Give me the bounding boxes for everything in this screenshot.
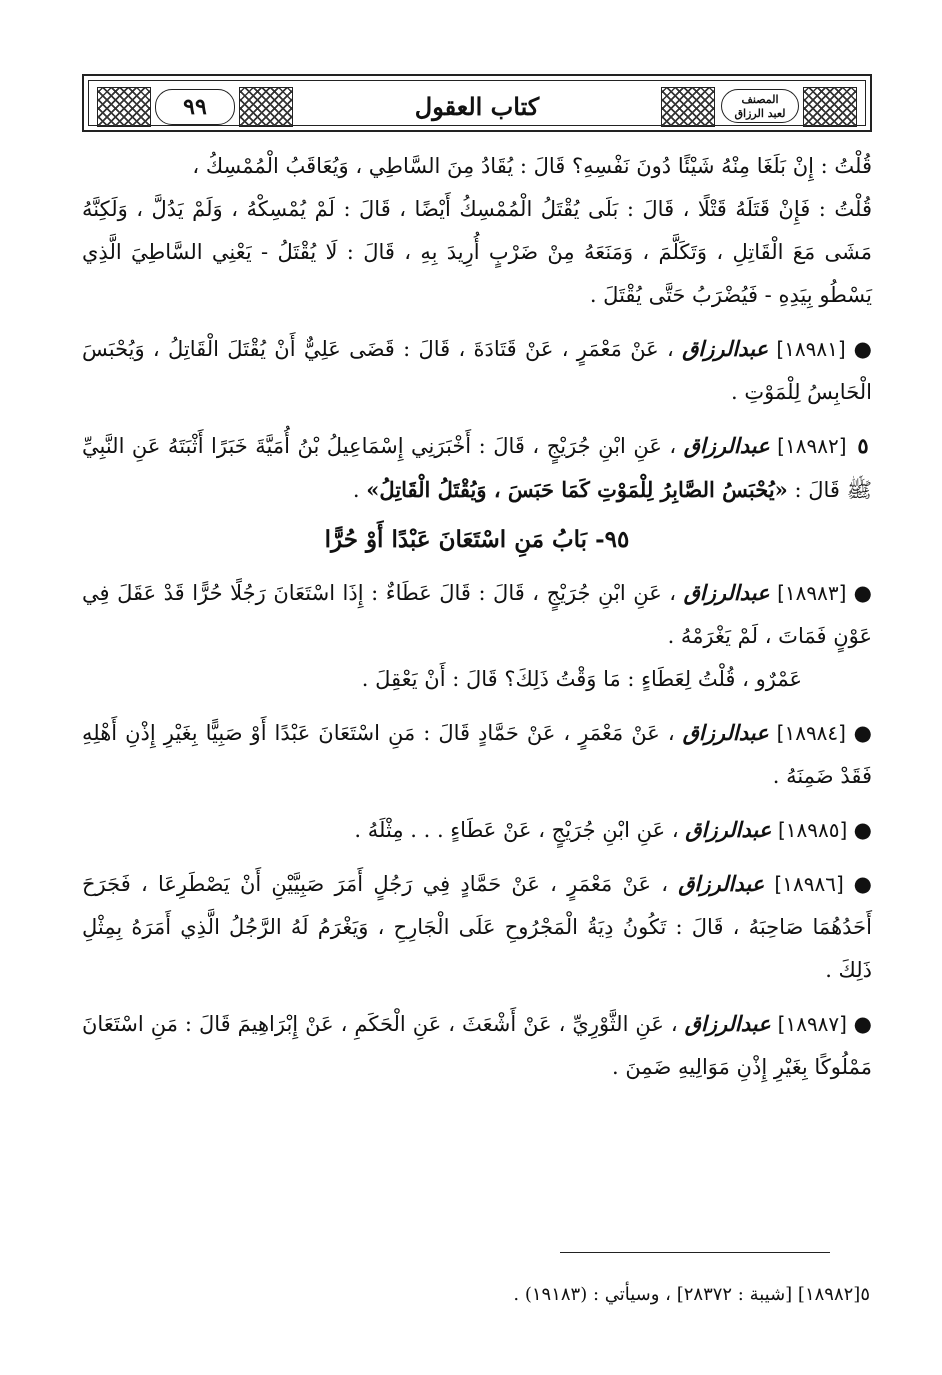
author-name: عبدالرزاق — [684, 1011, 771, 1036]
entry-number: [١٨٩٨٣] — [777, 581, 847, 605]
author-name: عبدالرزاق — [682, 720, 769, 745]
bullet-icon: ● — [853, 720, 872, 745]
bullet-icon: ● — [853, 336, 872, 361]
ornament-icon — [803, 87, 857, 127]
author-name: عبدالرزاق — [678, 871, 765, 896]
bullet-icon: ● — [853, 871, 872, 896]
bullet-icon: ● — [853, 580, 872, 605]
hadith-entry-18986 — [82, 862, 872, 992]
entry-number: [١٨٩٨٥] — [777, 818, 848, 842]
entry-text: ، عَنِ ابْنِ جُرَيْجٍ ، عَنْ عَطَاءٍ . . . مِثْلَهُ . — [354, 818, 679, 842]
entry-text: ، عَنِ ابْنِ جُرَيْجٍ ، قَالَ : أَخْبَرَنِي إِسْمَاعِيلُ بْنُ أُمَيَّةَ خَبَرًا أَثْبَتَهُ عَنِ النَّبِيِّ ﷺ قَالَ : — [82, 434, 872, 502]
entry-number: [١٨٩٨٢] — [777, 434, 847, 458]
page-number: ٩٩ — [155, 89, 235, 125]
hadith-entry-18985 — [82, 808, 872, 852]
footnote: ٥[١٨٩٨٢] [شيبة : ٢٨٣٧٢] ، وسيأتي : (١٩١٨٣) . — [513, 1284, 870, 1305]
ornament-icon — [97, 87, 151, 127]
prophetic-quote: «يُحْبَسُ الصَّابِرُ لِلْمَوْتِ كَمَا حَبَسَ ، وَيُقْتَلُ الْقَاتِلُ» — [366, 477, 788, 502]
author-name: عبدالرزاق — [682, 336, 769, 361]
book-logo: المصنف لعبد الرزاق — [721, 89, 799, 123]
author-name: عبدالرزاق — [683, 580, 770, 605]
circle-mark-icon: ٥ — [857, 433, 869, 458]
header-frame — [88, 80, 866, 126]
hadith-entry-18984 — [82, 711, 872, 798]
running-title: كتاب العقول — [414, 92, 540, 121]
entry-number: [١٨٩٨٦] — [774, 872, 844, 896]
paragraph: قُلْتُ : إِنْ بَلَغَا مِنْهُ شَيْئًا دُونَ نَفْسِهِ؟ قَالَ : يُقَادُ مِنَ السَّاطِي ، وَيُعَاقَبُ الْمُمْسِكُ ، — [192, 154, 872, 178]
entry-text: ، عَنْ مَعْمَرٍ ، عَنْ حَمَّادٍ قَالَ : مَنِ اسْتَعَانَ عَبْدًا أَوْ صَبِيًّا بِغَيْرِ إِذْنِ أَهْلِهِ فَقَدْ ضَمِنَهُ . — [82, 721, 872, 788]
entry-text: ، عَنْ مَعْمَرٍ ، عَنْ حَمَّادٍ فِي رَجُلٍ أَمَرَ صَبِيَّيْنِ أَنْ يَصْطَرِعَا ، فَجَرَحَ أَحَدُهُمَا صَاحِبَهُ ، قَالَ : تَكُونُ دِيَةُ الْمَجْرُوحِ عَلَى الْجَارِحِ ، وَيَغْرَمُ لَهُ الرَّجُلُ الَّذِي أَمَرَهُ بِمِثْلِ ذَلِكَ . — [82, 872, 872, 982]
entry-text: ، عَنْ مَعْمَرٍ ، عَنْ قَتَادَةَ ، قَالَ : قَضَى عَلِيٌّ أَنْ يُقْتَلَ الْقَاتِلُ ، وَيُحْبَسَ الْحَابِسُ لِلْمَوْتِ . — [82, 337, 872, 404]
entry-tail: . — [352, 478, 360, 502]
entry-number: [١٨٩٨٧] — [777, 1012, 847, 1036]
page-body — [82, 145, 872, 1089]
hadith-entry-18982 — [82, 424, 872, 512]
bullet-icon: ● — [853, 817, 872, 842]
entry-number: [١٨٩٨٤] — [776, 721, 846, 745]
hadith-entry-18987 — [82, 1002, 872, 1089]
chapter-heading: ٩٥- بَابُ مَنِ اسْتَعَانَ عَبْدًا أَوْ حُرًّا — [324, 526, 630, 553]
hadith-entry-18983 — [82, 571, 872, 658]
footnote-divider — [560, 1252, 830, 1253]
author-name: عبدالرزاق — [683, 433, 770, 458]
paragraph: قُلْتُ : فَإِنْ قَتَلَهُ قَتْلًا ، قَالَ : بَلَى يُقْتَلُ الْمُمْسِكُ أَيْضًا ، قَالَ : لَمْ يُمْسِكْهُ ، وَلَمْ يَدُلَّ ، وَلَكِنَّهُ مَشَى مَعَ الْقَاتِلِ ، وَتَكَلَّمَ ، وَمَنَعَهُ مِنْ ضَرْبٍ أُرِيدَ بِهِ ، قَالَ : لَا يُقْتَلُ - يَعْنِي السَّاطِيَ الَّذِي يَسْطُو بِيَدِهِ - فَيُضْرَبُ حَتَّى يُقْتَلَ . — [82, 197, 872, 307]
entry-number: [١٨٩٨١] — [776, 337, 846, 361]
ornament-icon — [661, 87, 715, 127]
entry-text: ، عَنِ ابْنِ جُرَيْجٍ ، قَالَ : قَالَ عَطَاءٌ : إِذَا اسْتَعَانَ رَجُلًا حُرًّا قَدْ عَقَلَ فِي عَوْنٍ فَمَاتَ ، لَمْ يَغْرَمْهُ . — [82, 581, 872, 648]
running-header — [82, 74, 872, 132]
ornament-icon — [239, 87, 293, 127]
hadith-entry-18981 — [82, 327, 872, 414]
author-name: عبدالرزاق — [685, 817, 772, 842]
entry-continuation: عَمْرٌو ، قُلْتُ لِعَطَاءٍ : مَا وَقْتُ ذَلِكَ؟ قَالَ : أَنْ يَعْقِلَ . — [361, 667, 802, 691]
bullet-icon: ● — [853, 1011, 872, 1036]
entry-text: ، عَنِ الثَّوْرِيِّ ، عَنْ أَشْعَثَ ، عَنِ الْحَكَمِ ، عَنْ إِبْرَاهِيمَ قَالَ : مَنِ اسْتَعَانَ مَمْلُوكًا بِغَيْرِ إِذْنِ مَوَالِيهِ ضَمِنَ . — [82, 1012, 872, 1079]
